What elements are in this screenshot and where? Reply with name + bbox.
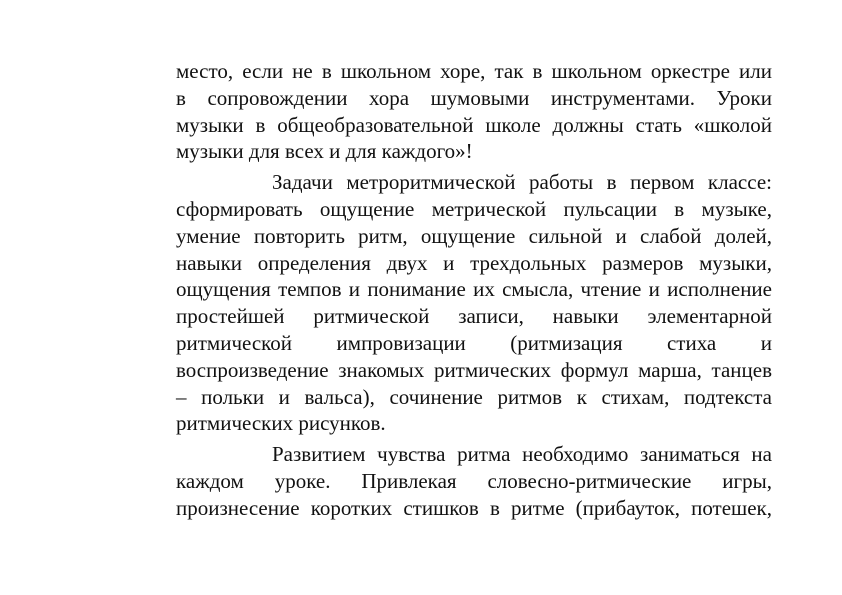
paragraph-line: Развитием чувства ритма необходимо заниматься на xyxy=(272,442,772,467)
paragraph-line: навыки определения двух и трехдольных размеров музыки, xyxy=(176,250,772,275)
paragraph-line: каждом уроке. Привлекая словесно-ритмические игры, xyxy=(176,468,772,493)
paragraph-line: ритмической импровизации (ритмизация стиха и xyxy=(176,330,772,355)
paragraph-line: Задачи метроритмической работы в первом классе: xyxy=(272,170,772,195)
paragraph-line: воспроизведение знакомых ритмических формул марша, танцев xyxy=(176,357,772,382)
paragraph-1 xyxy=(176,58,772,165)
paragraph-line: ритмических рисунков. xyxy=(176,411,386,436)
paragraph-line: музыки в общеобразовательной школе должны стать «школой xyxy=(176,112,772,137)
paragraph-line: простейшей ритмической записи, навыки элементарной xyxy=(176,304,772,329)
paragraph-line: ощущения темпов и понимание их смысла, чтение и исполнение xyxy=(176,277,772,302)
paragraph-line: – польки и вальса), сочинение ритмов к стихам, подтекста xyxy=(176,384,772,409)
paragraph-2 xyxy=(176,169,772,437)
paragraph-line: музыки для всех и для каждого»! xyxy=(176,139,473,164)
paragraph-line: умение повторить ритм, ощущение сильной и слабой долей, xyxy=(176,223,772,248)
paragraph-line: произнесение коротких стишков в ритме (прибауток, потешек, xyxy=(176,495,772,520)
paragraph-line: сформировать ощущение метрической пульсации в музыке, xyxy=(176,196,772,221)
document-text xyxy=(176,58,772,522)
paragraph-3 xyxy=(176,441,772,521)
paragraph-line: место, если не в школьном хоре, так в школьном оркестре или xyxy=(176,59,772,83)
paragraph-line: в сопровождении хора шумовыми инструментами. Уроки xyxy=(176,85,772,110)
